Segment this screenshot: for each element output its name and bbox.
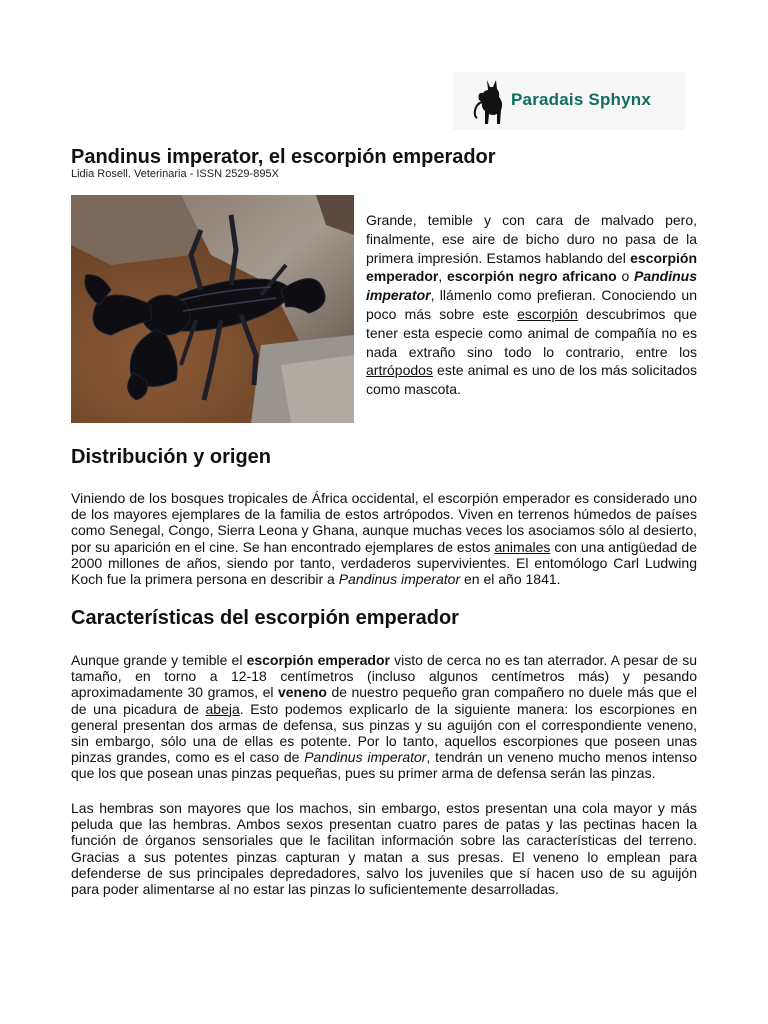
- link-abeja[interactable]: abeja: [205, 700, 240, 717]
- link-artropodos[interactable]: artrópodos: [366, 362, 433, 379]
- link-escorpion[interactable]: escorpión: [517, 305, 578, 322]
- intro-paragraph: Grande, temible y con cara de malvado pero, finalmente, ese aire de bicho duro no pasa de la primera impresión. Estamos hablando del escorpión emperador, escorpión negro africano o Pandinus imperator, llámenlo como prefieran. Conociendo un poco más sobre este escorpión descubrimos que tener esta especie como animal de compañía no es nada extraño sino todo lo contrario, entre los artrópodos este animal es uno de los más solicitados como mascota.: [366, 212, 697, 398]
- section-heading-caracteristicas: Características del escorpión emperador: [71, 607, 459, 629]
- logo-text: Paradais Sphynx: [511, 90, 652, 109]
- characteristics-paragraph-2: Las hembras son mayores que los machos, sin embargo, estos presentan una cola mayor y más peluda que las hembras. Ambos sexos presentan cuatro pares de patas y las pectinas hacen la función de órganos sensoriales que le facilitan información sobre las características del terreno. Gracias a sus potentes pinzas capturan y matan a sus presas. El veneno lo emplean para defenderse de sus principales depredadores, salvo los juveniles que sí hacen uso de su aguijón para poder alimentarse al no estar las pinzas lo suficientemente desarrolladas.: [71, 800, 697, 898]
- section-heading-distribucion: Distribución y origen: [71, 446, 272, 468]
- link-animales[interactable]: animales: [494, 538, 551, 555]
- sphynx-cat-icon: [473, 78, 507, 126]
- article-title: Pandinus imperator, el escorpión emperador: [71, 146, 496, 168]
- distribution-paragraph: Viniendo de los bosques tropicales de África occidental, el escorpión emperador es considerado uno de los mayores ejemplares de la familia de estos artrópodos. Viven en terrenos húmedos de países como Senegal, Congo, Sierra Leona y Ghana, aunque muchas veces los asociamos sólo al desierto, por su aparición en el cine. Se han encontrado ejemplares de estos animales con una antigüedad de 2000 millones de años, siendo por tanto, verdaderos supervivientes. El entomólogo Carl Ludwing Koch fue la primera persona en describir a Pandinus imperator en el año 1841.: [71, 490, 697, 588]
- article-byline: Lidia Rosell. Veterinaria - ISSN 2529-895X: [71, 168, 279, 180]
- emperor-scorpion-photo: [71, 195, 354, 423]
- site-logo[interactable]: [453, 72, 685, 130]
- characteristics-paragraph-1: Aunque grande y temible el escorpión emperador visto de cerca no es tan aterrador. A pesar de su tamaño, en torno a 12-18 centímetros (incluso algunos centímetros más) y pesando aproximadamente 30 gramos, el veneno de nuestro pequeño gran compañero no duele más que el de una picadura de abeja. Esto podemos explicarlo de la siguiente manera: los escorpiones en general presentan dos armas de defensa, sus pinzas y su aguijón con el correspondiente veneno, sin embargo, sólo una de ellas es potente. Por lo tanto, aquellos escorpiones que poseen unas pinzas grandes, como es el caso de Pandinus imperator, tendrán un veneno mucho menos intenso que los que posean unas pinzas pequeñas, pues su primer arma de defensa serán las pinzas.: [71, 652, 698, 782]
